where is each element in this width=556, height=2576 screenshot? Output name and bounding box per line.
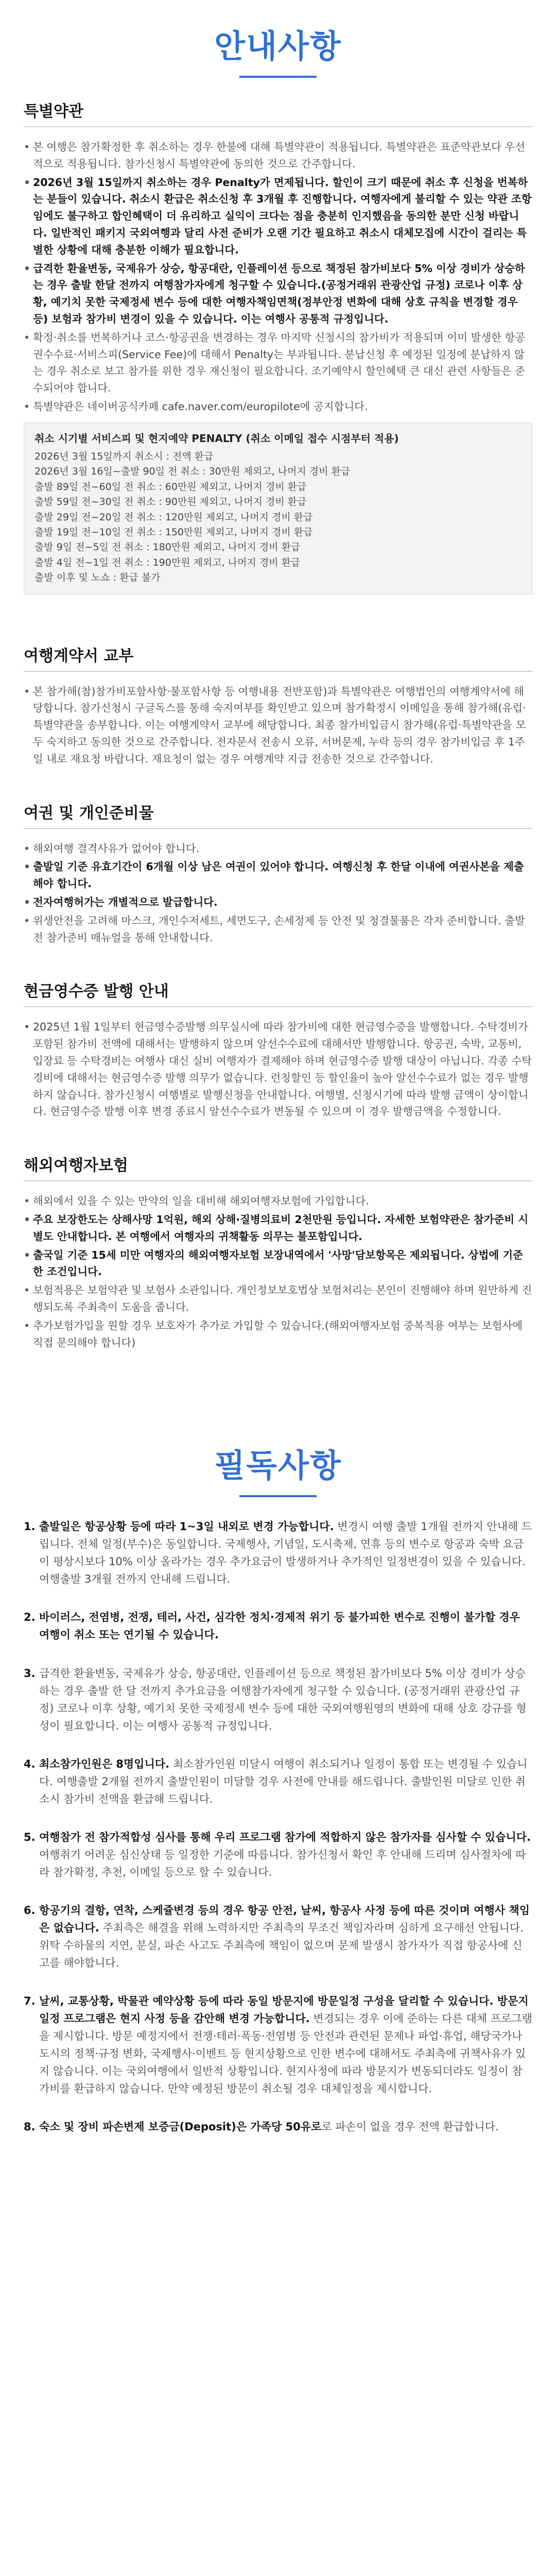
contract-list bbox=[24, 683, 532, 768]
divider bbox=[24, 1180, 532, 1181]
list-item: • 추가보험가입을 원할 경우 보호자가 추가로 가입할 수 있습니다.(해외여행자보험 중복적용 여부는 보험사에 직접 문의해야 합니다) bbox=[24, 1317, 532, 1351]
list-item: • 출발일 기준 유효기간이 6개월 이상 남은 여권이 있어야 합니다. 여행신청 후 한달 이내에 여권사본을 제출해야 합니다. bbox=[24, 858, 532, 892]
passport-list bbox=[24, 840, 532, 946]
penalty-row: 출발 4일 전~1일 전 취소 : 190만원 제외고, 나머지 경비 환급 bbox=[34, 556, 301, 568]
notice-item bbox=[24, 1992, 532, 2097]
list-item: • 본 여행은 참가확정한 후 취소하는 경우 한불에 대해 특별약관이 적용됩니다. 특별약관은 표준약관보다 우선적으로 적용됩니다. 참가신청시 특별약관에 동의한 것으로 간주합니다. bbox=[24, 139, 532, 173]
notice-item bbox=[24, 1828, 532, 1881]
divider bbox=[24, 1006, 532, 1007]
page-title: 안내사항 bbox=[214, 27, 342, 65]
notice-item bbox=[24, 1518, 532, 1588]
notice-number: 1. bbox=[24, 1520, 36, 1533]
notice-number: 8. bbox=[24, 2120, 36, 2133]
notice-bold: 날씨, 교통상황, 박물관 예약상황 등에 따라 동일 방문지에 방문일정 구성을 달리할 수 있습니다. 방문지 일정 프로그램은 현지 사정 등을 감안해 변경 가능합니다. bbox=[39, 1994, 529, 2025]
notice-number: 5. bbox=[24, 1831, 36, 1843]
notice-number: 2. bbox=[24, 1611, 36, 1624]
insurance-list bbox=[24, 1193, 532, 1351]
penalty-row: 출발 29일 전~20일 전 취소 : 120만원 제외고, 나머지 경비 환급 bbox=[34, 511, 313, 523]
notice-number: 3. bbox=[24, 1667, 36, 1680]
passport-section bbox=[0, 800, 556, 946]
list-item: • 출국일 기준 15세 미만 여행자의 해외여행자보험 보장내역에서 '사망'담보항목은 제외됩니다. 상법에 기준한 조건입니다. bbox=[24, 1247, 532, 1281]
notice-number: 7. bbox=[24, 1994, 36, 2007]
contract-section bbox=[0, 643, 556, 768]
insurance-section bbox=[0, 1153, 556, 1351]
penalty-row: 출발 이후 및 노쇼 : 환급 불가 bbox=[34, 572, 161, 584]
section-title: 해외여행자보험 bbox=[24, 1157, 128, 1175]
penalty-title: 취소 시기별 서비스피 및 현지예약 PENALTY (취소 이메일 접수 시점부터 적용) bbox=[34, 432, 399, 445]
penalty-row: 출발 19일 전~10일 전 취소 : 150만원 제외고, 나머지 경비 환급 bbox=[34, 526, 313, 538]
list-item: • 전자여행허가는 개별적으로 발급합니다. bbox=[24, 894, 532, 911]
penalty-row: 출발 89일 전~60일 전 취소 : 60만원 제외고, 나머지 경비 환급 bbox=[34, 481, 307, 493]
notice-text: 급격한 환율변동, 국제유가 상승, 항공대란, 인플레이션 등으로 책정된 참가비보다 5% 이상 경비가 상승하는 경우 출발 한 달 전까지 추가요금을 여행참가자에게 청구할 수 있습니다. (공정거래위 관광산업 규정) 코로나 이후 상황, 예기치 못한 국제정세 변수 등에 대한 국외여행원영의 변화에 대해 상호 강규를 형성이 필요합니다. 이는 여행사 공통적 규정입니다. bbox=[39, 1667, 527, 1732]
notice-bold: 최소참가인원은 8명입니다. bbox=[39, 1757, 170, 1770]
section-title: 현금영수증 발행 안내 bbox=[24, 982, 169, 1001]
list-item: • 특별약관은 네이버공식카페 cafe.naver.com/europilote에 공지합니다. bbox=[24, 398, 532, 415]
notice-text: 주최측은 해결을 위해 노력하지만 주최측의 무조건 책임자라며 심하게 요구해선 안됩니다. 위탁 수하물의 지연, 분실, 파손 사고도 주최측에 책임이 없으며 문제 발생시 참가자가 직접 항공사에 신고를 해야합니다. bbox=[39, 1921, 524, 1969]
list-item: • 본 참가해(참)참가비포함사항·불포함사항 등 여행내용 전반포함)과 특별약관은 여행법인의 여행계약서에 해당합니다. 참가신청시 구글독스를 통해 숙지여부를 확인받고 있으며 참가확정시 이메일을 통해 참가해(유럽·특별약관을 송부합니다. 이는 여행계약서 교부에 해당합니다. 최종 참가비입금시 참가해(유럽·특별약관을 모두 숙지하고 동의한 것으로 간주합니다. 전자문서 전송시 오류, 서버문제, 누락 등의 경우 참가비입금 후 1주일 내로 재요청 바랍니다. 재요청이 없는 경우 여행계약 지급 전송한 것으로 간주합니다. bbox=[24, 683, 532, 768]
notice-text: 최소참가인원 미달시 여행이 취소되거나 일정이 통합 또는 변경될 수 있습니다. 여행출발 2개월 전까지 출발인원이 미달할 경우 사전에 안내를 해드립니다. 출발인원 미달로 인한 취소시 참가비 전액을 환급해 드립니다. bbox=[39, 1757, 528, 1805]
notice-text: 로 파손이 없을 경우 전액 환급합니다. bbox=[321, 2120, 499, 2133]
list-item: • 2025년 1월 1일부터 현금영수증발행 의무실시에 따라 참가비에 대한 현금영수증을 발행합니다. 수탁경비가 포함된 참가비 전액에 대해서는 발행하지 않으며 알선수수료에 대해서만 발행합니다. 항공권, 숙박, 교통비, 입장료 등 수탁경비는 여행사 대신 실비 여행자가 결제해야 하며 현금영수증 발행 대상이 아닙니다. 각종 수탁경비에 대해서는 현금영수증 발행 의무가 없습니다. 런칭할인 등 할인율이 높아 알선수수료가 없는 경우 발행하지 않습니다. 참가신청시 여행별로 발행신청을 안내합니다. 여행별, 신청시기에 따라 발행 금액이 상이합니다. 현금영수증 발행 이후 변경 종료시 알선수수료가 변동될 수 있으며 이 경우 발행금액을 수정합니다. bbox=[24, 1019, 532, 1120]
terms-list bbox=[24, 139, 532, 415]
divider bbox=[24, 671, 532, 672]
notice-bold: 바이러스, 전염병, 전쟁, 테러, 사건, 심각한 정치·경제적 위기 등 불가피한 변수로 진행이 불가할 경우 여행이 취소 또는 연기될 수 있습니다. bbox=[39, 1611, 520, 1641]
notice-number: 4. bbox=[24, 1757, 36, 1770]
penalty-table bbox=[24, 422, 532, 595]
list-item: • 주요 보장한도는 상해사망 1억원, 해외 상해·질병의료비 2천만원 등입니다. 자세한 보험약관은 참가준비 시 별도 안내합니다. 본 여행에서 여행자의 귀책활동 의무는 불포함입니다. bbox=[24, 1211, 532, 1245]
notice-bold: 항공기의 결항, 연착, 스케쥴변경 등의 경우 항공 안전, 날씨, 항공사 사정 등에 따른 것이며 여행사 책임은 없습니다. bbox=[39, 1904, 530, 1934]
section-title: 여권 및 개인준비물 bbox=[24, 804, 154, 822]
notice-text: 여행취기 어려운 심신상태 등 일정한 기준에 따릅니다. 참가신청서 확인 후 안내해 드리며 심사절차에 따라 참가확정, 추천, 이메일 등으로 할 수 있습니다. bbox=[39, 1848, 526, 1878]
notice-bold: 출발일은 항공상황 등에 따라 1~3일 내외로 변경 가능합니다. bbox=[39, 1520, 334, 1533]
notice-item bbox=[24, 1608, 532, 1643]
notice-bold: 숙소 및 장비 파손변제 보증금(Deposit)은 가족당 50유로 bbox=[39, 2120, 322, 2133]
penalty-row: 2026년 3월 15일까지 취소시 : 전액 환급 bbox=[34, 450, 214, 462]
list-item: • 해외여행 결격사유가 없어야 합니다. bbox=[24, 840, 532, 857]
penalty-row: 2026년 3월 16일~출발 90일 전 취소 : 30만원 제외고, 나머지 경비 환급 bbox=[34, 466, 351, 478]
receipt-list bbox=[24, 1019, 532, 1120]
section-title: 여행계약서 교부 bbox=[24, 647, 134, 665]
notice-bold: 여행참가 전 참가적합성 심사를 통해 우리 프로그램 참가에 적합하지 않은 참가자를 심사할 수 있습니다. bbox=[39, 1831, 531, 1843]
list-item: • 확정·취소를 번복하거나 코스·항공권을 변경하는 경우 마지막 신청시의 참가비가 적용되며 이미 발생한 항공권수수료·서비스피(Service Fee)에 대해서 Penalty는 부과됩니다. 분납신청 후 예정된 일정에 분납하지 않는 경우 취소로 보고 참가를 위한 경우 재신청이 필요합니다. 조기예약시 할인혜택 큰 대신 관련 사항들은 준수되어야 합니다. bbox=[24, 329, 532, 397]
list-item: • 2026년 3월 15일까지 취소하는 경우 Penalty가 면제됩니다. 할인이 크기 때문에 취소 후 신청을 번복하는 분들이 있습니다. 취소시 환급은 취소신청 후 3개월 후 진행합니다. 여행자에게 불리할 수 있는 약관 조항임에도 불구하고 합인혜택이 더 유리하고 실익이 크다는 점을 충분히 인지했음을 동의한 분만 신청 바랍니다. 일반적인 패키지 국외여행과 달리 사전 준비가 오랜 기간 필요하고 취소시 대체모집에 시간이 걸리는 특별한 상황에 대해 충분한 이해가 필요합니다. bbox=[24, 174, 532, 259]
divider bbox=[24, 828, 532, 829]
section-title: 특별약관 bbox=[24, 103, 83, 121]
notice-item bbox=[24, 1755, 532, 1808]
notice-number: 6. bbox=[24, 1904, 36, 1917]
penalty-row: 출발 9일 전~5일 전 취소 : 180만원 제외고, 나머지 경비 환급 bbox=[34, 541, 301, 553]
divider bbox=[24, 126, 532, 127]
special-terms-section bbox=[0, 98, 556, 595]
list-item: • 해외에서 있을 수 있는 만약의 일을 대비해 해외여행자보험에 가입합니다. bbox=[24, 1193, 532, 1210]
list-item: • 위생안전을 고려해 마스크, 개인수저세트, 세면도구, 손세정제 등 안전 및 청결물품은 각자 준비합니다. 출발 전 참가준비 매뉴얼을 통해 안내합니다. bbox=[24, 912, 532, 946]
notice-item bbox=[24, 2118, 532, 2136]
notice-item bbox=[24, 1902, 532, 1972]
receipt-section bbox=[0, 978, 556, 1120]
list-item: • 보험적용은 보험약관 및 보험사 소관입니다. 개인정보보호법상 보험처리는 본인이 진행해야 하며 원만하게 진행되도록 주최측이 도움을 줍니다. bbox=[24, 1282, 532, 1316]
title-underline bbox=[239, 76, 317, 78]
title-underline bbox=[239, 1495, 317, 1497]
list-item: • 급격한 환율변동, 국제유가 상승, 항공대란, 인플레이션 등으로 책정된 참가비보다 5% 이상 경비가 상승하는 경우 출발 한달 전까지 여행참가자에게 청구할 수 있습니다.(공정거래위 관광산업 규정) 코로나 이후 상황, 예기치 못한 국제정세 변수 등에 대한 여행자책임면책(정부안정 변화에 대해 상호 규칙을 변경할 경우 등) 보험과 참가비 변경이 있을 수 있습니다. 이는 여행사 공통적 규정입니다. bbox=[24, 260, 532, 328]
penalty-row: 출발 59일 전~30일 전 취소 : 90만원 제외고, 나머지 경비 환급 bbox=[34, 496, 307, 508]
notice-item bbox=[24, 1665, 532, 1735]
notices-title: 필독사항 bbox=[214, 1447, 342, 1485]
notice-text: 변경시 여행 출발 1개월 전까지 안내해 드립니다. 전체 일정(부수)은 동일합니다. 국제행사, 기념일, 도시축제, 연휴 등의 변수로 항공과 숙박 요금이 평상시보다 10% 이상 올라가는 경우 추가요금이 발생하거나 추가적인 일정변경이 있을 수 있습니다. 여행출발 3개월 전까지 안내해 드립니다. bbox=[39, 1520, 532, 1586]
notice-text: 변경되는 경우 이에 준하는 다른 대체 프로그램을 제시합니다. 방문 예정지에서 전쟁·테러·폭동·전염병 등 안전과 관련된 문제나 파업·휴업, 해당국가나 도시의 정책·규정 변화, 국제행사·이벤트 등 현지상황으로 인한 변수에 대해서도 주최측에 귀책사유가 있지 않습니다. 이는 국외여행에서 일반적 상황입니다. 현지사정에 따라 방문지가 변동되더라도 일정이 참가비를 환급하지 않습니다. 만약 예정된 방문이 취소될 경우 대체일정을 제시합니다. bbox=[39, 2012, 532, 2095]
notices-list bbox=[0, 1518, 556, 2135]
